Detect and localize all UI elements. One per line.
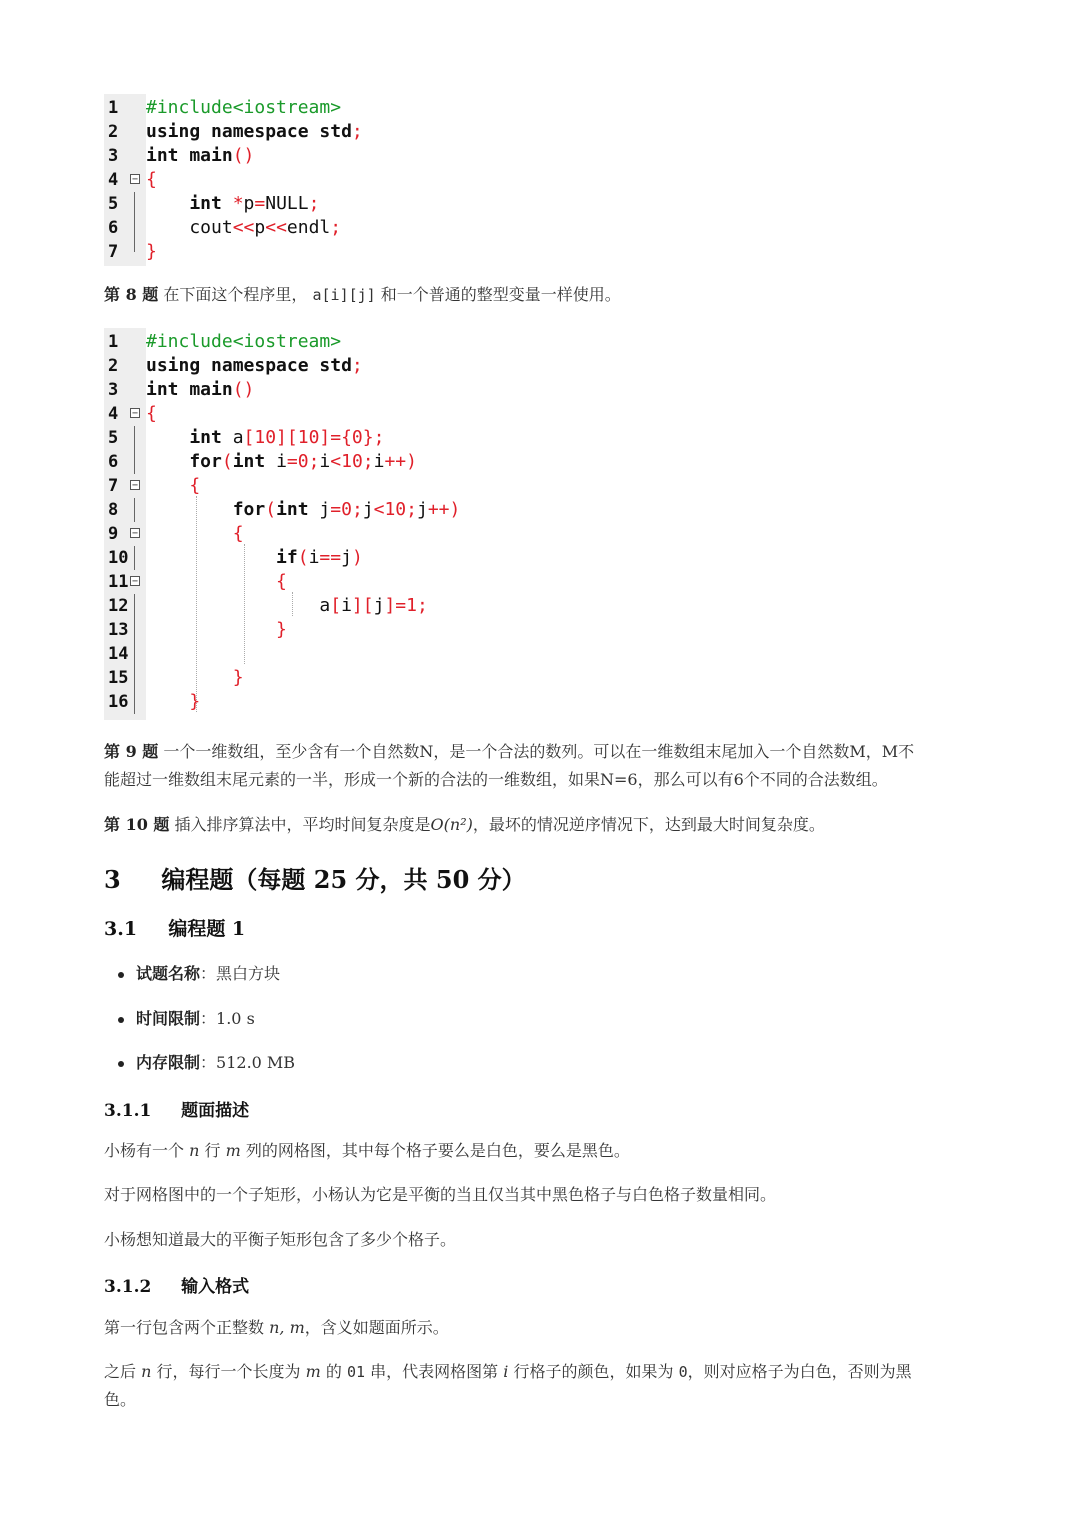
line-number: 4 [108, 170, 119, 190]
code-token: ( [221, 451, 233, 472]
text: 第一行包含两个正整数 [104, 1318, 265, 1337]
code-token: i [341, 595, 352, 616]
code-text [146, 498, 460, 522]
code-token: } [146, 619, 287, 640]
description-paragraph [104, 1226, 974, 1254]
text: 行格子的颜色，如果为 [513, 1362, 674, 1381]
code-text [146, 594, 428, 618]
code-text [146, 192, 319, 216]
code-token: int [146, 193, 233, 214]
code-token: { [146, 475, 201, 496]
code-token: endl [286, 217, 331, 238]
line-number: 10 [108, 548, 129, 568]
code-token: int main [146, 379, 233, 400]
fold-toggle-icon[interactable]: − [131, 408, 139, 419]
fold-line [134, 216, 135, 240]
math-variable: m [305, 1362, 321, 1381]
code-token: NULL [265, 193, 309, 214]
code-text [146, 666, 244, 690]
math-variable: n, m [269, 1318, 305, 1337]
bullet-dot [118, 972, 124, 978]
question-label: 第 10 题 [104, 815, 170, 834]
line-number: 2 [108, 122, 119, 142]
code-text [146, 120, 363, 144]
code-text [146, 402, 157, 426]
item-key: 试题名称 [136, 964, 201, 983]
code-token: i [319, 451, 331, 472]
fold-line [134, 450, 135, 474]
subsection-title: 编程题 1 [168, 918, 246, 940]
math-variable: i [503, 1362, 509, 1381]
item-value: 512.0 MB [216, 1053, 296, 1072]
fold-toggle-icon[interactable]: − [131, 480, 139, 491]
code-token: int [146, 427, 233, 448]
section-number: 3 [104, 865, 121, 894]
text: 色。 [104, 1390, 137, 1409]
section-heading [104, 860, 526, 895]
question-label: 第 8 题 [104, 285, 159, 304]
code-block-2 [104, 328, 461, 720]
fold-toggle-icon[interactable]: − [131, 576, 139, 587]
line-number: 3 [108, 380, 119, 400]
code-text [146, 570, 287, 594]
fold-line [134, 594, 135, 618]
inline-code: 0 [678, 1363, 688, 1381]
fold-line [134, 642, 135, 666]
code-text [146, 96, 341, 120]
code-block-1 [104, 94, 424, 266]
list-item: 内存限制：512.0 MB [118, 1050, 295, 1073]
text: 小杨想知道最大的平衡子矩形包含了多少个格子。 [104, 1230, 457, 1249]
inline-code: 01 [347, 1363, 366, 1381]
fold-line [134, 618, 135, 642]
line-number: 4 [108, 404, 119, 424]
fold-line [134, 498, 135, 522]
description-paragraph [104, 1137, 974, 1165]
line-number: 1 [108, 98, 119, 118]
question-text: 和一个普通的整型变量一样使用。 [380, 285, 621, 304]
fold-toggle-icon[interactable]: − [131, 174, 139, 185]
code-token: << [265, 217, 287, 238]
code-token: for [146, 451, 222, 472]
question-text: 一个一维数组，至少含有一个自然数N，是一个合法的数列。可以在一维数组末尾加入一个自然数M，M不 [163, 742, 915, 761]
description-paragraph [104, 1181, 974, 1209]
code-token: a [232, 427, 244, 448]
code-token: =0; [286, 451, 320, 472]
text: 之后 [104, 1362, 137, 1381]
code-token: if [146, 547, 298, 568]
code-token: int [276, 499, 320, 520]
code-text [146, 690, 200, 714]
math-expression: O(n²) [430, 815, 473, 834]
code-token: j [362, 499, 374, 520]
line-number: 14 [108, 644, 129, 664]
subsubsection-number: 3.1.2 [104, 1277, 152, 1297]
question-10 [104, 811, 974, 839]
input-paragraph [104, 1358, 974, 1414]
text: 列的网格图，其中每个格子要么是白色，要么是黑色。 [245, 1141, 630, 1160]
fold-line [134, 690, 135, 714]
line-number: 7 [108, 476, 119, 496]
line-number: 3 [108, 146, 119, 166]
item-value: 1.0 s [216, 1009, 255, 1028]
line-number: 7 [108, 242, 119, 262]
code-token: j [319, 499, 331, 520]
code-token: i [308, 547, 320, 568]
code-text [146, 474, 200, 498]
code-token: ) [351, 547, 363, 568]
code-token: i [373, 451, 385, 472]
code-text [146, 216, 341, 240]
line-number: 1 [108, 332, 119, 352]
code-text [146, 426, 384, 450]
line-number: 2 [108, 356, 119, 376]
question-9 [104, 738, 974, 794]
question-text: 插入排序算法中，平均时间复杂度是 [174, 815, 431, 834]
code-token: <10; [330, 451, 374, 472]
code-token: ; [351, 121, 363, 142]
line-number: 11 [108, 572, 129, 592]
text: ，含义如题面所示。 [304, 1318, 449, 1337]
code-text [146, 330, 341, 354]
fold-line [134, 666, 135, 690]
code-token: * [232, 193, 244, 214]
list-item: 试题名称：黑白方块 [118, 961, 280, 984]
code-text [146, 354, 363, 378]
fold-line [134, 426, 135, 450]
code-token: { [146, 169, 157, 190]
fold-line [134, 192, 135, 216]
code-token: } [146, 241, 157, 262]
code-token: ++) [427, 499, 461, 520]
code-token: using namespace std [146, 121, 352, 142]
math-variable: m [225, 1141, 241, 1160]
code-token: { [146, 571, 287, 592]
code-text [146, 450, 417, 474]
code-token: <10; [373, 499, 417, 520]
question-label: 第 9 题 [104, 742, 159, 761]
code-token: p [254, 217, 266, 238]
text: 行 [204, 1141, 221, 1160]
code-token: a [146, 595, 331, 616]
code-token: i [276, 451, 287, 472]
code-token: [10][10]={0}; [243, 427, 385, 448]
code-token: ; [330, 217, 342, 238]
line-number: 16 [108, 692, 129, 712]
code-token: #include<iostream> [146, 331, 342, 352]
section-title: 编程题（每题 25 分，共 50 分） [161, 865, 526, 894]
text: 小杨有一个 [104, 1141, 185, 1160]
subsection-heading [104, 914, 245, 941]
line-number: 5 [108, 194, 119, 214]
line-number: 15 [108, 668, 129, 688]
math-variable: n [141, 1362, 152, 1381]
code-token: =0; [330, 499, 363, 520]
line-number: 6 [108, 218, 119, 238]
code-token: } [146, 667, 244, 688]
code-token: ]=1; [384, 595, 428, 616]
question-text: 能超过一维数组末尾元素的一半，形成一个新的合法的一维数组，如果N=6，那么可以有6个不同的合法数组。 [104, 770, 888, 789]
code-token: j [373, 595, 385, 616]
subsubsection-heading [104, 1096, 249, 1121]
code-text [146, 618, 287, 642]
subsubsection-number: 3.1.1 [104, 1101, 152, 1121]
code-token: == [319, 547, 342, 568]
subsection-number: 3.1 [104, 918, 138, 940]
code-token: ; [351, 355, 363, 376]
line-number: 9 [108, 524, 119, 544]
code-token: int [232, 451, 277, 472]
code-token: << [232, 217, 255, 238]
line-number: 5 [108, 428, 119, 448]
code-token: ++) [384, 451, 417, 472]
bullet-dot [118, 1017, 124, 1023]
math-variable: n [189, 1141, 200, 1160]
code-token: using namespace std [146, 355, 352, 376]
code-token: ( [297, 547, 309, 568]
code-token: ( [265, 499, 277, 520]
code-token: { [146, 403, 157, 424]
text: 对于网格图中的一个子矩形，小杨认为它是平衡的当且仅当其中黑色格子与白色格子数量相同。 [104, 1185, 777, 1204]
fold-line [134, 240, 135, 252]
code-token: int main [146, 145, 233, 166]
item-key: 时间限制 [136, 1009, 201, 1028]
code-token: { [146, 523, 244, 544]
question-text: ，最坏的情况逆序情况下，达到最大时间复杂度。 [472, 815, 825, 834]
code-text [146, 522, 244, 546]
question-text: 在下面这个程序里， [163, 285, 308, 304]
line-number: 6 [108, 452, 119, 472]
code-text [146, 240, 157, 264]
code-token: () [232, 145, 255, 166]
code-token: for [146, 499, 266, 520]
code-token: cout [146, 217, 233, 238]
subsubsection-title: 输入格式 [181, 1277, 250, 1297]
code-token: j [341, 547, 352, 568]
question-8 [104, 281, 974, 309]
item-value: 黑白方块 [216, 964, 281, 983]
code-token: ; [308, 193, 320, 214]
fold-toggle-icon[interactable]: − [131, 528, 139, 539]
code-token: #include<iostream> [146, 97, 342, 118]
subsubsection-title: 题面描述 [181, 1101, 250, 1121]
text: 串，代表网格图第 [370, 1362, 499, 1381]
fold-line [134, 546, 135, 570]
code-token: ][ [351, 595, 374, 616]
line-number: 8 [108, 500, 119, 520]
code-text [146, 144, 254, 168]
code-text [146, 168, 157, 192]
code-token: } [146, 691, 201, 712]
subsubsection-heading [104, 1272, 249, 1297]
bullet-dot [118, 1061, 124, 1067]
line-number: 13 [108, 620, 129, 640]
code-text [146, 546, 363, 570]
line-number: 12 [108, 596, 129, 616]
code-token: [ [330, 595, 342, 616]
inline-code: a[i][j] [312, 286, 376, 304]
list-item: 时间限制：1.0 s [118, 1006, 255, 1029]
code-token: p [243, 193, 255, 214]
input-paragraph [104, 1314, 974, 1342]
text: ，则对应格子为白色，否则为黑 [687, 1362, 912, 1381]
text: 的 [325, 1362, 342, 1381]
item-key: 内存限制 [136, 1053, 201, 1072]
code-text [146, 378, 254, 402]
text: 行，每行一个长度为 [156, 1362, 301, 1381]
code-token: j [416, 499, 428, 520]
code-token: = [254, 193, 266, 214]
code-token: () [232, 379, 255, 400]
